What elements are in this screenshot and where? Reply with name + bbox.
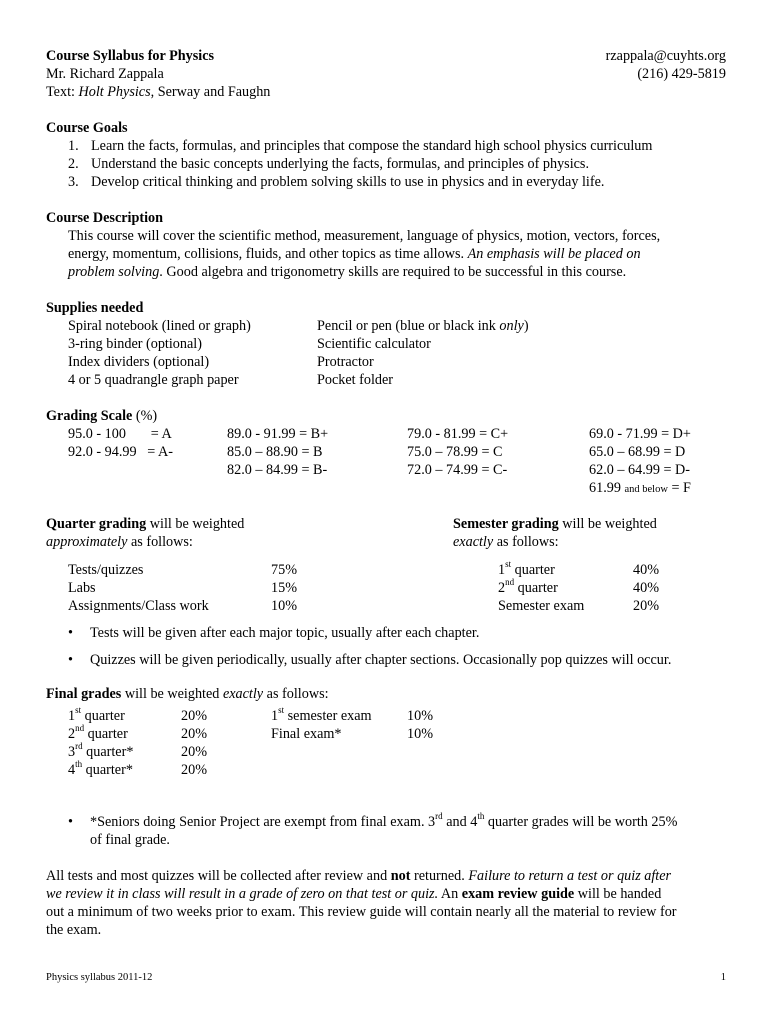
ordinal-num: 1 [271, 708, 279, 724]
goal-number: 2. [68, 156, 79, 172]
description-text: energy, momentum, collisions, fluids, and other topics as time allows. [68, 246, 468, 262]
final-quarter-text: quarter* [82, 762, 133, 778]
quarter-grading-sub [46, 533, 193, 551]
final-heading-text: will be weighted [121, 686, 223, 702]
ordinal-num: 1 [498, 562, 506, 578]
final-grades-heading [46, 685, 726, 703]
supply-item: Scientific calculator [317, 336, 431, 352]
supply-emphasis: only [499, 318, 524, 334]
ordinal-suffix: nd [75, 723, 85, 734]
ordinal-suffix: st [505, 559, 512, 570]
description-text: . Good algebra and trigonometry skills are required to be successful in this course. [159, 264, 627, 280]
supply-text: Pencil or pen (blue or black ink [317, 318, 500, 334]
semester-item-text: quarter [511, 562, 555, 578]
quarter-item-pct: 10% [271, 598, 298, 614]
note-bullet: • Tests will be given after each major topic, usually after each chapter. [46, 624, 726, 642]
grading-scale-row [46, 479, 726, 497]
closing-line: out a minimum of two weeks prior to exam. This review guide will contain nearly all the material to review for [46, 904, 677, 920]
quarter-heading-bold: Quarter grading [46, 516, 147, 532]
final-exam-label [271, 707, 372, 725]
final-quarter-pct: 20% [181, 762, 208, 778]
quarter-item-pct: 75% [271, 562, 298, 578]
teacher-phone: (216) 429-5819 [637, 66, 726, 82]
grade-f-value: 61.99 [589, 480, 625, 496]
semester-grading-heading [453, 515, 657, 533]
goal-number: 3. [68, 174, 79, 190]
description-emphasis: problem solving [68, 264, 160, 280]
grade-f-letter: = F [667, 480, 691, 496]
final-row [46, 761, 726, 779]
seniors-note [46, 813, 726, 831]
quarter-item-label: Labs [68, 580, 96, 596]
semester-item-pct: 20% [633, 598, 660, 614]
closing-line: the exam. [46, 922, 102, 938]
description-line [46, 263, 726, 281]
ordinal-suffix: st [278, 705, 285, 716]
grade-range: 95.0 - 100 = A [68, 426, 172, 442]
closing-text: All tests and most quizzes will be collected after review and [46, 868, 391, 884]
weighting-row [46, 597, 726, 615]
ordinal-num: 2 [68, 726, 76, 742]
quarter-item-label: Tests/quizzes [68, 562, 144, 578]
teacher-name: Mr. Richard Zappala [46, 66, 164, 82]
weighting-sub-row [46, 533, 726, 551]
grading-scale-row [46, 461, 726, 479]
note-bullet: • Quizzes will be given periodically, usually after chapter sections. Occasionally pop quizzes will occur. [46, 651, 726, 669]
quarter-item-pct: 15% [271, 580, 298, 596]
final-quarter-label [68, 761, 133, 779]
ordinal-suffix: st [75, 705, 82, 716]
supplies-row [46, 317, 726, 335]
course-title: Course Syllabus for Physics [46, 48, 215, 64]
weighting-heading-row [46, 515, 726, 533]
ordinal-suffix: rd [435, 811, 443, 822]
goal-text: Understand the basic concepts underlying the facts, formulas, and principles of physics. [91, 156, 590, 172]
closing-line [46, 867, 726, 885]
closing-emphasis: we review it in class will result in a grade of zero on that test or quiz. [46, 886, 439, 902]
goal-item [46, 173, 726, 191]
grade-range: 89.0 - 91.99 = B+ [227, 426, 329, 442]
ordinal-num: 1 [68, 708, 76, 724]
supply-item: Protractor [317, 354, 374, 370]
supply-item: Pocket folder [317, 372, 394, 388]
grade-range: 92.0 - 94.99 = A- [68, 444, 173, 460]
grade-range: 62.0 – 64.99 = D- [589, 462, 691, 478]
semester-sub-emphasis: exactly [453, 534, 494, 550]
quarter-sub-emphasis: approximately [46, 534, 128, 550]
teacher-email[interactable]: rzappala@cuyhts.org [605, 48, 726, 64]
supply-item: 4 or 5 quadrangle graph paper [68, 372, 239, 388]
weighting-row [46, 561, 726, 579]
semester-item-label [498, 579, 558, 597]
goals-heading: Course Goals [46, 120, 128, 136]
semester-grading-sub [453, 533, 559, 551]
seniors-text: *Seniors doing Senior Project are exempt from final exam. 3 [90, 814, 436, 830]
ordinal-suffix: rd [75, 741, 83, 752]
semester-item-pct: 40% [633, 562, 660, 578]
supplies-row [46, 371, 726, 389]
ordinal-num: 3 [68, 744, 76, 760]
ordinal-suffix: th [75, 759, 83, 770]
grade-range: 79.0 - 81.99 = C+ [407, 426, 509, 442]
final-quarter-pct: 20% [181, 708, 208, 724]
grading-scale-title: Grading Scale [46, 408, 133, 424]
final-row [46, 725, 726, 743]
semester-item-label: Semester exam [498, 598, 585, 614]
supply-item: 3-ring binder (optional) [68, 336, 202, 352]
goal-item [46, 137, 726, 155]
grade-range-f [589, 479, 691, 499]
final-heading-emphasis: exactly [222, 686, 264, 702]
quarter-grading-heading [46, 515, 244, 533]
final-exam-pct: 10% [407, 708, 434, 724]
closing-line [46, 885, 726, 903]
final-heading-bold: Final grades [46, 686, 122, 702]
goal-number: 1. [68, 138, 79, 154]
seniors-note-line2: of final grade. [90, 832, 170, 848]
description-heading: Course Description [46, 210, 164, 226]
goal-text: Develop critical thinking and problem solving skills to use in physics and in everyday life. [91, 174, 605, 190]
supply-item: Index dividers (optional) [68, 354, 210, 370]
supplies-row [46, 353, 726, 371]
semester-heading-text: will be weighted [558, 516, 657, 532]
weighting-row [46, 579, 726, 597]
supplies-heading: Supplies needed [46, 300, 144, 316]
syllabus-page [46, 47, 726, 939]
supply-text: ) [523, 318, 529, 334]
goal-text: Learn the facts, formulas, and principles that compose the standard high school physics curriculum [91, 138, 653, 154]
header-teacher-row [46, 65, 726, 83]
closing-bold: not [390, 868, 411, 884]
ordinal-num: 2 [498, 580, 506, 596]
description-line: This course will cover the scientific method, measurement, language of physics, motion, vectors, forces, [68, 228, 661, 244]
description-emphasis: An emphasis will be placed on [467, 246, 641, 262]
grading-scale-row [46, 443, 726, 461]
quarter-heading-text: will be weighted [146, 516, 245, 532]
closing-text: returned. [410, 868, 469, 884]
page-footer [46, 969, 726, 983]
ordinal-num: 4 [68, 762, 76, 778]
grade-range: 82.0 – 84.99 = B- [227, 462, 328, 478]
textbook-label: Text: [46, 84, 79, 100]
supply-item: Spiral notebook (lined or graph) [68, 318, 251, 334]
semester-heading-bold: Semester grading [453, 516, 559, 532]
grading-scale-heading [46, 407, 726, 425]
final-row [46, 707, 726, 725]
ordinal-suffix: nd [505, 577, 515, 588]
grading-scale-unit: (%) [132, 408, 158, 424]
final-row [46, 743, 726, 761]
closing-text: An [438, 886, 462, 902]
page-number: 1 [720, 972, 726, 983]
grade-range: 85.0 – 88.90 = B [227, 444, 323, 460]
grade-range: 75.0 – 78.99 = C [407, 444, 503, 460]
textbook-title: Holt Physics [78, 84, 151, 100]
description-line [46, 245, 726, 263]
textbook-authors: , Serway and Faughn [150, 84, 271, 100]
semester-sub-text: as follows: [493, 534, 559, 550]
semester-item-text: quarter [514, 580, 558, 596]
goal-item [46, 155, 726, 173]
final-quarter-text: quarter [84, 726, 128, 742]
supply-item [317, 317, 529, 335]
final-quarter-pct: 20% [181, 726, 208, 742]
grade-range: 65.0 – 68.99 = D [589, 444, 686, 460]
final-quarter-text: quarter* [82, 744, 134, 760]
textbook-line [46, 83, 726, 101]
final-quarter-text: quarter [81, 708, 125, 724]
quarter-item-label: Assignments/Class work [68, 598, 209, 614]
final-heading-end: as follows: [263, 686, 329, 702]
grading-scale-row [46, 425, 726, 443]
final-exam-pct: 10% [407, 726, 434, 742]
grade-range: 72.0 – 74.99 = C- [407, 462, 508, 478]
semester-item-pct: 40% [633, 580, 660, 596]
final-exam-text: semester exam [284, 708, 372, 724]
final-exam-label: Final exam* [271, 726, 342, 742]
footer-label: Physics syllabus 2011-12 [46, 972, 153, 983]
closing-bold: exam review guide [461, 886, 575, 902]
grade-f-note: and below [624, 484, 668, 495]
seniors-text: and 4 [442, 814, 478, 830]
final-quarter-pct: 20% [181, 744, 208, 760]
header-title-row [46, 47, 726, 65]
seniors-text: quarter grades will be worth 25% [484, 814, 678, 830]
supplies-row [46, 335, 726, 353]
quarter-sub-text: as follows: [127, 534, 193, 550]
closing-text: will be handed [574, 886, 662, 902]
closing-emphasis: Failure to return a test or quiz after [468, 868, 672, 884]
grade-range: 69.0 - 71.99 = D+ [589, 426, 691, 442]
ordinal-suffix: th [477, 811, 485, 822]
